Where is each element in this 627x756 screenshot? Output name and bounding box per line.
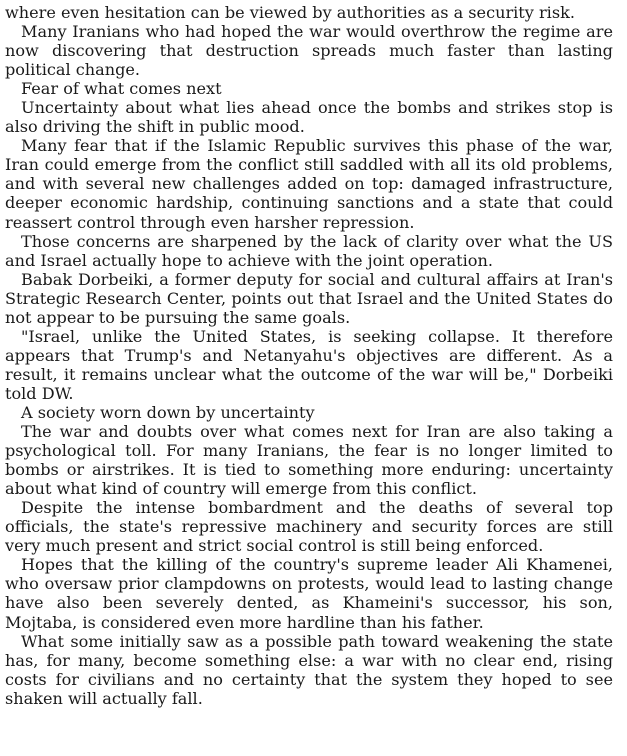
paragraph: Those concerns are sharpened by the lack of clarity over what the US and Israel actually hope to achieve with the joint operation. bbox=[5, 231, 613, 270]
paragraph: What some initially saw as a possible path toward weakening the state has, for many, become something else: a war with no clear end, rising costs for civilians and no certainty that the system they hoped to see shaken will actually fall. bbox=[5, 631, 613, 708]
paragraph: Babak Dorbeiki, a former deputy for social and cultural affairs at Iran's Strategic Research Center, points out that Israel and the United States do not appear to be pursuing the same goals. bbox=[5, 269, 613, 327]
paragraph-continued: where even hesitation can be viewed by authorities as a security risk. bbox=[5, 3, 575, 22]
paragraph: Many Iranians who had hoped the war would overthrow the regime are now discovering that destruction spreads much faster than lasting political change. bbox=[5, 22, 613, 80]
section-heading-society: A society worn down by uncertainty bbox=[21, 402, 315, 422]
paragraph: Despite the intense bombardment and the deaths of several top officials, the state's repressive machinery and security forces are still very much present and strict social control is still being enforced. bbox=[5, 498, 613, 556]
paragraph: Uncertainty about what lies ahead once the bombs and strikes stop is also driving the shift in public mood. bbox=[5, 98, 613, 137]
paragraph: The war and doubts over what comes next for Iran are also taking a psychological toll. For many Iranians, the fear is no longer limited to bombs or airstrikes. It is tied to something more enduring: uncertainty about what kind of country will emerge from this conflict. bbox=[5, 422, 613, 499]
paragraph: Hopes that the killing of the country's supreme leader Ali Khamenei, who oversaw prior clampdowns on protests, would lead to lasting change have also been severely dented, as Khameini's successor, his son, Mojtaba, is considered even more hardline than his father. bbox=[5, 555, 613, 632]
quote-paragraph: "Israel, unlike the United States, is seeking collapse. It therefore appears that Trump's and Netanyahu's objectives are different. As a result, it remains unclear what the outcome of the war will be," Dorbeiki told DW. bbox=[5, 326, 613, 403]
article-body bbox=[5, 3, 613, 708]
section-heading-fear: Fear of what comes next bbox=[21, 79, 222, 99]
paragraph: Many fear that if the Islamic Republic survives this phase of the war, Iran could emerge from the conflict still saddled with all its old problems, and with several new challenges added on top: damaged infrastructure, deeper economic hardship, continuing sanctions and a state that could reassert control through even harsher repression. bbox=[5, 136, 613, 232]
